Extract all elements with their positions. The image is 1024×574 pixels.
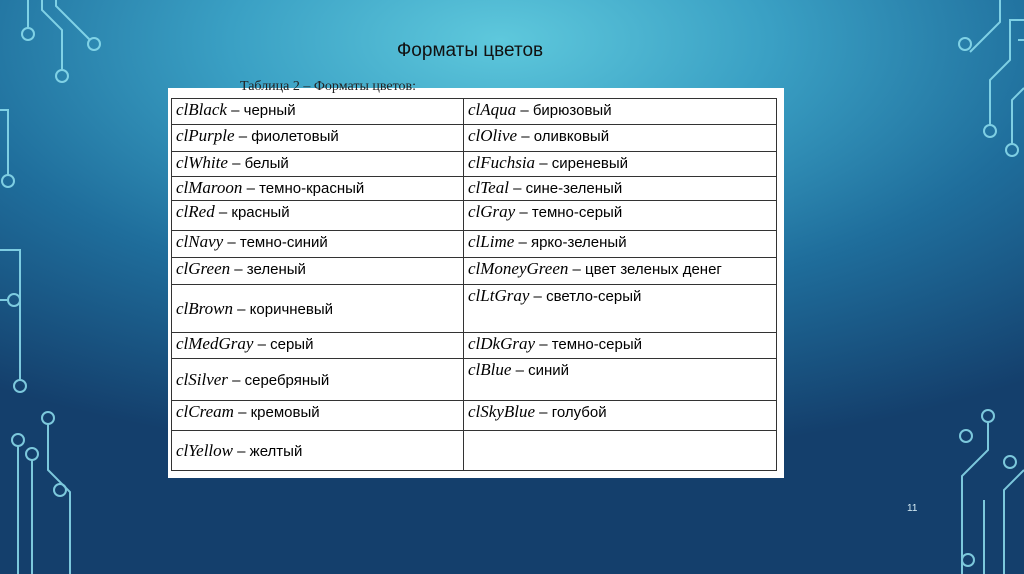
table-cell-right [464,333,777,359]
color-description: – фиолетовый [234,128,339,145]
color-constant-name: clMedGray [176,334,254,353]
color-description: – темно-серый [515,204,623,221]
table-row [172,201,777,231]
table-cell-left [172,231,464,258]
table-cell-right [464,231,777,258]
table-row [172,125,777,152]
color-constant-name: clTeal [468,178,509,197]
color-constant-name: clLime [468,232,515,251]
table-cell-left [172,177,464,201]
table-cell-left [172,99,464,125]
table-row [172,152,777,177]
color-description: – черный [226,102,296,119]
color-description: – красный [214,204,290,221]
color-constant-name: clWhite [176,153,228,172]
table-cell-left [172,152,464,177]
color-constant-name: clOlive [468,126,518,145]
table-cell-right [464,99,777,125]
color-description: – оливковый [517,128,610,145]
color-constant-name: clBlue [468,360,512,379]
color-description: – голубой [535,404,607,421]
table-cell-left [172,431,464,471]
color-constant-name: clYellow [176,440,233,460]
slide-title: Форматы цветов [396,40,544,61]
color-constant-name: clPurple [176,126,235,145]
color-description: – светло-серый [529,288,642,305]
color-description: – серый [253,336,314,353]
color-description: – бирюзовый [516,102,612,119]
table-cell-right [464,152,777,177]
color-constant-name: clSkyBlue [468,402,536,421]
table-row [172,99,777,125]
color-description: – сине-зеленый [508,180,623,197]
table-row [172,431,777,471]
color-constant-name: clGreen [176,259,231,278]
color-constant-name: clMoneyGreen [468,259,569,278]
table-row [172,258,777,285]
color-description: – ярко-зеленый [514,234,627,251]
color-table [171,98,777,471]
table-cell-right [464,431,777,471]
table-row [172,359,777,401]
color-description: – темно-синий [223,234,328,251]
color-constant-name: clMaroon [176,178,243,197]
color-description: – желтый [233,442,303,460]
table-row [172,285,777,333]
table-cell-left [172,258,464,285]
color-constant-name: clRed [176,202,215,221]
color-table-image [168,79,784,478]
color-description: – сиреневый [535,155,629,172]
table-cell-left [172,125,464,152]
table-cell-left [172,333,464,359]
table-caption: Таблица 2 – Форматы цветов: [240,79,417,94]
color-description: – кремовый [233,404,320,421]
table-cell-right [464,285,777,333]
color-constant-name: clDkGray [468,334,536,353]
table-row [172,231,777,258]
page-number: 11 [907,503,918,514]
table-cell-right [464,177,777,201]
color-description: – темно-серый [535,336,643,353]
color-description: – белый [227,155,289,172]
table-cell-right [464,125,777,152]
color-constant-name: clCream [176,402,234,421]
table-cell-right [464,359,777,401]
color-constant-name: clFuchsia [468,153,536,172]
color-description: – зеленый [230,261,306,278]
color-description: – цвет зеленых денег [568,261,722,278]
table-row [172,401,777,431]
color-constant-name: clNavy [176,232,224,251]
color-constant-name: clAqua [468,100,517,119]
color-constant-name: clSilver [176,369,228,389]
color-constant-name: clGray [468,202,516,221]
table-row [172,177,777,201]
table-cell-left [172,359,464,401]
table-cell-right [464,201,777,231]
table-cell-left [172,401,464,431]
color-constant-name: clLtGray [468,286,530,305]
color-description: – коричневый [232,300,334,318]
table-cell-right [464,401,777,431]
color-constant-name: clBrown [176,298,233,318]
table-cell-left [172,285,464,333]
color-description: – синий [511,362,570,379]
color-constant-name: clBlack [176,100,227,119]
color-description: – темно-красный [242,180,365,197]
table-row [172,333,777,359]
table-cell-right [464,258,777,285]
color-description: – серебряный [227,371,330,389]
table-cell-left [172,201,464,231]
